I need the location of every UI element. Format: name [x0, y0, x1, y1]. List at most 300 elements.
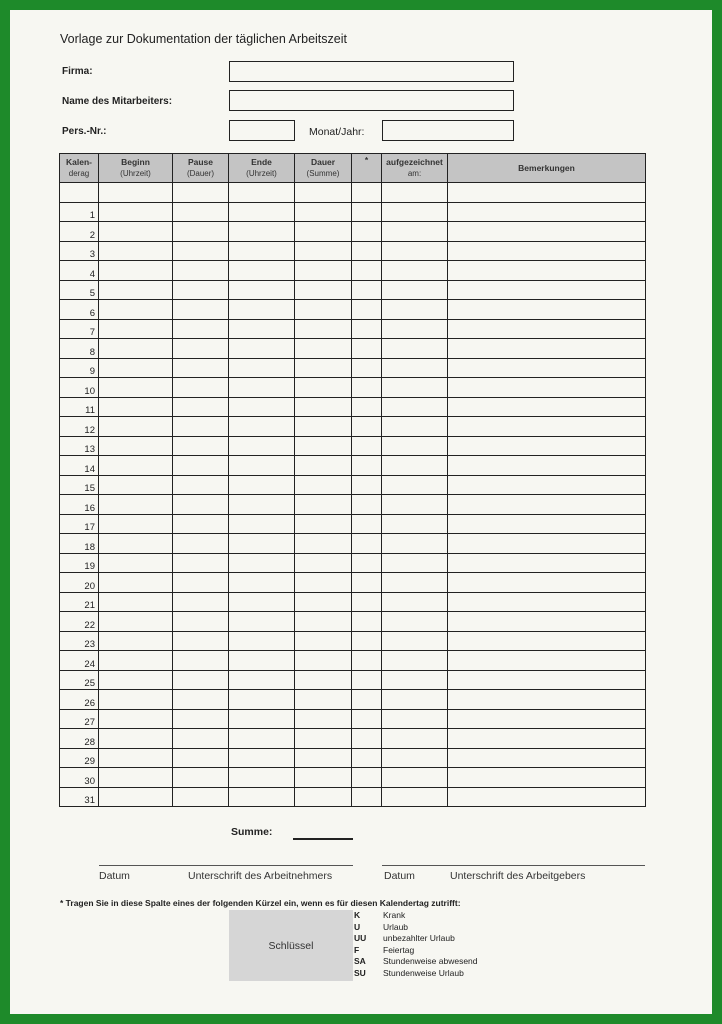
- code-cell[interactable]: [352, 456, 382, 476]
- code-cell[interactable]: [352, 378, 382, 398]
- dauer-cell[interactable]: [295, 787, 352, 807]
- code-cell[interactable]: [352, 495, 382, 515]
- dauer-cell[interactable]: [295, 670, 352, 690]
- bemerkungen-cell[interactable]: [448, 417, 646, 437]
- aufgezeichnet-cell[interactable]: [382, 280, 448, 300]
- table-row: [60, 631, 646, 651]
- bemerkungen-cell[interactable]: [448, 358, 646, 378]
- dauer-cell[interactable]: [295, 534, 352, 554]
- dauer-cell[interactable]: [295, 183, 352, 203]
- legend-text: unbezahlter Urlaub: [383, 933, 455, 943]
- pause-cell[interactable]: [173, 748, 229, 768]
- legend-code: SA: [354, 956, 366, 966]
- aufgezeichnet-cell[interactable]: [382, 436, 448, 456]
- day-cell: 26: [60, 690, 99, 710]
- code-cell[interactable]: [352, 241, 382, 261]
- code-cell[interactable]: [352, 592, 382, 612]
- beginn-cell[interactable]: [99, 241, 173, 261]
- bemerkungen-cell[interactable]: [448, 534, 646, 554]
- bemerkungen-cell[interactable]: [448, 670, 646, 690]
- ende-cell[interactable]: [229, 514, 295, 534]
- bemerkungen-cell[interactable]: [448, 690, 646, 710]
- legend-code: F: [354, 944, 360, 955]
- bemerkungen-cell[interactable]: [448, 475, 646, 495]
- aufgezeichnet-cell[interactable]: [382, 514, 448, 534]
- code-cell[interactable]: [352, 553, 382, 573]
- ende-cell[interactable]: [229, 787, 295, 807]
- aufgezeichnet-cell[interactable]: [382, 670, 448, 690]
- aufgezeichnet-cell[interactable]: [382, 202, 448, 222]
- dauer-cell[interactable]: [295, 456, 352, 476]
- day-cell: 4: [60, 261, 99, 281]
- summe-label: Summe:: [231, 826, 273, 838]
- pause-cell[interactable]: [173, 709, 229, 729]
- aufgezeichnet-cell[interactable]: [382, 729, 448, 749]
- aufgezeichnet-cell[interactable]: [382, 222, 448, 242]
- table-row: [60, 748, 646, 768]
- table-row: [60, 592, 646, 612]
- bemerkungen-cell[interactable]: [448, 300, 646, 320]
- bemerkungen-cell[interactable]: [448, 495, 646, 515]
- legend-text: Stundenweise Urlaub: [383, 967, 464, 978]
- pause-cell[interactable]: [173, 553, 229, 573]
- day-cell: 23: [60, 631, 99, 651]
- table-body: [60, 183, 646, 807]
- bemerkungen-cell[interactable]: [448, 729, 646, 749]
- code-cell[interactable]: [352, 222, 382, 242]
- beginn-cell[interactable]: [99, 651, 173, 671]
- table-row: [60, 651, 646, 671]
- monat-jahr-field[interactable]: [382, 120, 514, 141]
- code-cell[interactable]: [352, 573, 382, 593]
- dauer-cell[interactable]: [295, 378, 352, 398]
- bemerkungen-cell[interactable]: [448, 261, 646, 281]
- datum-left-label: Datum: [99, 870, 130, 882]
- code-cell[interactable]: [352, 534, 382, 554]
- pause-cell[interactable]: [173, 612, 229, 632]
- dauer-cell[interactable]: [295, 631, 352, 651]
- pause-cell[interactable]: [173, 339, 229, 359]
- ende-cell[interactable]: [229, 339, 295, 359]
- aufgezeichnet-cell[interactable]: [382, 553, 448, 573]
- pause-cell[interactable]: [173, 495, 229, 515]
- bemerkungen-cell[interactable]: [448, 319, 646, 339]
- pause-cell[interactable]: [173, 202, 229, 222]
- code-cell[interactable]: [352, 261, 382, 281]
- pause-cell[interactable]: [173, 787, 229, 807]
- ende-cell[interactable]: [229, 436, 295, 456]
- bemerkungen-cell[interactable]: [448, 592, 646, 612]
- bemerkungen-cell[interactable]: [448, 514, 646, 534]
- header-beginn: Beginn (Uhrzeit): [99, 154, 173, 183]
- time-table: [59, 153, 646, 807]
- dauer-cell[interactable]: [295, 573, 352, 593]
- beginn-cell[interactable]: [99, 631, 173, 651]
- day-cell: 9: [60, 358, 99, 378]
- day-cell: 21: [60, 592, 99, 612]
- pers-nr-label: Pers.-Nr.:: [62, 126, 107, 137]
- pause-cell[interactable]: [173, 592, 229, 612]
- bemerkungen-cell[interactable]: [448, 456, 646, 476]
- legend-code: U: [354, 921, 361, 932]
- signature-line-left: [99, 865, 353, 866]
- code-cell[interactable]: [352, 768, 382, 788]
- bemerkungen-cell[interactable]: [448, 241, 646, 261]
- pause-cell[interactable]: [173, 573, 229, 593]
- legend-list: [354, 910, 478, 979]
- ende-cell[interactable]: [229, 729, 295, 749]
- pause-cell[interactable]: [173, 378, 229, 398]
- table-row: [60, 397, 646, 417]
- dauer-cell[interactable]: [295, 612, 352, 632]
- dauer-cell[interactable]: [295, 300, 352, 320]
- ende-cell[interactable]: [229, 397, 295, 417]
- pause-cell[interactable]: [173, 690, 229, 710]
- aufgezeichnet-cell[interactable]: [382, 748, 448, 768]
- pause-cell[interactable]: [173, 300, 229, 320]
- legend-text: Krank: [383, 910, 406, 920]
- pause-cell[interactable]: [173, 456, 229, 476]
- table-row: [60, 709, 646, 729]
- bemerkungen-cell[interactable]: [448, 651, 646, 671]
- bemerkungen-cell[interactable]: [448, 631, 646, 651]
- employee-name-label: Name des Mitarbeiters:: [62, 96, 173, 107]
- aufgezeichnet-cell[interactable]: [382, 378, 448, 398]
- ende-cell[interactable]: [229, 495, 295, 515]
- ende-cell[interactable]: [229, 261, 295, 281]
- code-cell[interactable]: [352, 280, 382, 300]
- table-row: [60, 358, 646, 378]
- dauer-cell[interactable]: [295, 514, 352, 534]
- beginn-cell[interactable]: [99, 436, 173, 456]
- beginn-cell[interactable]: [99, 768, 173, 788]
- aufgezeichnet-cell[interactable]: [382, 417, 448, 437]
- legend-item: [354, 933, 478, 945]
- dauer-cell[interactable]: [295, 436, 352, 456]
- pers-nr-field[interactable]: [229, 120, 295, 141]
- pause-cell[interactable]: [173, 670, 229, 690]
- code-cell[interactable]: [352, 651, 382, 671]
- pause-cell[interactable]: [173, 183, 229, 203]
- ende-cell[interactable]: [229, 768, 295, 788]
- day-cell: 5: [60, 280, 99, 300]
- header-kalendertag: Kalen- derag: [60, 154, 99, 183]
- ende-cell[interactable]: [229, 553, 295, 573]
- beginn-cell[interactable]: [99, 573, 173, 593]
- beginn-cell[interactable]: [99, 397, 173, 417]
- dauer-cell[interactable]: [295, 280, 352, 300]
- table-row: [60, 280, 646, 300]
- day-cell: 31: [60, 787, 99, 807]
- dauer-cell[interactable]: [295, 261, 352, 281]
- beginn-cell[interactable]: [99, 417, 173, 437]
- bemerkungen-cell[interactable]: [448, 397, 646, 417]
- dauer-cell[interactable]: [295, 592, 352, 612]
- day-cell: 28: [60, 729, 99, 749]
- aufgezeichnet-cell[interactable]: [382, 183, 448, 203]
- bemerkungen-cell[interactable]: [448, 768, 646, 788]
- aufgezeichnet-cell[interactable]: [382, 709, 448, 729]
- bemerkungen-cell[interactable]: [448, 436, 646, 456]
- pause-cell[interactable]: [173, 241, 229, 261]
- ende-cell[interactable]: [229, 241, 295, 261]
- day-cell: 25: [60, 670, 99, 690]
- day-cell: 14: [60, 456, 99, 476]
- employee-signature-label: Unterschrift des Arbeitnehmers: [188, 870, 333, 882]
- pause-cell[interactable]: [173, 631, 229, 651]
- day-cell: 13: [60, 436, 99, 456]
- code-cell[interactable]: [352, 514, 382, 534]
- legend-item: [354, 968, 478, 980]
- pause-cell[interactable]: [173, 475, 229, 495]
- bemerkungen-cell[interactable]: [448, 612, 646, 632]
- table-row: [60, 690, 646, 710]
- aufgezeichnet-cell[interactable]: [382, 768, 448, 788]
- beginn-cell[interactable]: [99, 378, 173, 398]
- code-cell[interactable]: [352, 358, 382, 378]
- dauer-cell[interactable]: [295, 651, 352, 671]
- legend-code: SU: [354, 967, 366, 978]
- dauer-cell[interactable]: [295, 709, 352, 729]
- datum-right-label: Datum: [384, 870, 415, 882]
- ende-cell[interactable]: [229, 202, 295, 222]
- code-cell[interactable]: [352, 397, 382, 417]
- dauer-cell[interactable]: [295, 475, 352, 495]
- pause-cell[interactable]: [173, 261, 229, 281]
- ende-cell[interactable]: [229, 475, 295, 495]
- code-cell[interactable]: [352, 183, 382, 203]
- legend-item: [354, 945, 478, 957]
- table-row: [60, 495, 646, 515]
- aufgezeichnet-cell[interactable]: [382, 592, 448, 612]
- pause-cell[interactable]: [173, 768, 229, 788]
- dauer-cell[interactable]: [295, 358, 352, 378]
- code-cell[interactable]: [352, 417, 382, 437]
- dauer-cell[interactable]: [295, 339, 352, 359]
- beginn-cell[interactable]: [99, 729, 173, 749]
- day-cell: 19: [60, 553, 99, 573]
- aufgezeichnet-cell[interactable]: [382, 300, 448, 320]
- legend-item: [354, 910, 478, 922]
- ende-cell[interactable]: [229, 709, 295, 729]
- legend-text: Feiertag: [383, 944, 415, 955]
- ende-cell[interactable]: [229, 378, 295, 398]
- code-cell[interactable]: [352, 319, 382, 339]
- aufgezeichnet-cell[interactable]: [382, 358, 448, 378]
- dauer-cell[interactable]: [295, 768, 352, 788]
- beginn-cell[interactable]: [99, 534, 173, 554]
- beginn-cell[interactable]: [99, 690, 173, 710]
- beginn-cell[interactable]: [99, 261, 173, 281]
- code-cell[interactable]: [352, 612, 382, 632]
- table-row: [60, 300, 646, 320]
- firma-field[interactable]: [229, 61, 514, 82]
- aufgezeichnet-cell[interactable]: [382, 534, 448, 554]
- day-cell: 27: [60, 709, 99, 729]
- beginn-cell[interactable]: [99, 475, 173, 495]
- ende-cell[interactable]: [229, 222, 295, 242]
- pause-cell[interactable]: [173, 417, 229, 437]
- code-cell[interactable]: [352, 339, 382, 359]
- table-row: [60, 787, 646, 807]
- bemerkungen-cell[interactable]: [448, 787, 646, 807]
- beginn-cell[interactable]: [99, 514, 173, 534]
- bemerkungen-cell[interactable]: [448, 573, 646, 593]
- aufgezeichnet-cell[interactable]: [382, 495, 448, 515]
- dauer-cell[interactable]: [295, 748, 352, 768]
- beginn-cell[interactable]: [99, 748, 173, 768]
- pause-cell[interactable]: [173, 514, 229, 534]
- code-cell[interactable]: [352, 202, 382, 222]
- table-row: [60, 534, 646, 554]
- aufgezeichnet-cell[interactable]: [382, 612, 448, 632]
- aufgezeichnet-cell[interactable]: [382, 456, 448, 476]
- ende-cell[interactable]: [229, 573, 295, 593]
- ende-cell[interactable]: [229, 534, 295, 554]
- bemerkungen-cell[interactable]: [448, 280, 646, 300]
- aufgezeichnet-cell[interactable]: [382, 397, 448, 417]
- aufgezeichnet-cell[interactable]: [382, 787, 448, 807]
- beginn-cell[interactable]: [99, 202, 173, 222]
- code-cell[interactable]: [352, 709, 382, 729]
- aufgezeichnet-cell[interactable]: [382, 475, 448, 495]
- pause-cell[interactable]: [173, 319, 229, 339]
- pause-cell[interactable]: [173, 280, 229, 300]
- aufgezeichnet-cell[interactable]: [382, 690, 448, 710]
- code-cell[interactable]: [352, 729, 382, 749]
- bemerkungen-cell[interactable]: [448, 339, 646, 359]
- day-cell: 17: [60, 514, 99, 534]
- bemerkungen-cell[interactable]: [448, 709, 646, 729]
- day-cell: 6: [60, 300, 99, 320]
- code-cell[interactable]: [352, 631, 382, 651]
- dauer-cell[interactable]: [295, 319, 352, 339]
- pause-cell[interactable]: [173, 534, 229, 554]
- bemerkungen-cell[interactable]: [448, 748, 646, 768]
- beginn-cell[interactable]: [99, 319, 173, 339]
- beginn-cell[interactable]: [99, 495, 173, 515]
- aufgezeichnet-cell[interactable]: [382, 651, 448, 671]
- code-cell[interactable]: [352, 300, 382, 320]
- ende-cell[interactable]: [229, 358, 295, 378]
- legend-item: [354, 922, 478, 934]
- code-cell[interactable]: [352, 475, 382, 495]
- code-cell[interactable]: [352, 670, 382, 690]
- ende-cell[interactable]: [229, 319, 295, 339]
- pause-cell[interactable]: [173, 651, 229, 671]
- beginn-cell[interactable]: [99, 456, 173, 476]
- pause-cell[interactable]: [173, 729, 229, 749]
- bemerkungen-cell[interactable]: [448, 553, 646, 573]
- beginn-cell[interactable]: [99, 787, 173, 807]
- summe-line: [293, 838, 353, 840]
- bemerkungen-cell[interactable]: [448, 378, 646, 398]
- code-cell[interactable]: [352, 436, 382, 456]
- header-asterisk: *: [352, 154, 382, 183]
- table-row: [60, 475, 646, 495]
- dauer-cell[interactable]: [295, 417, 352, 437]
- ende-cell[interactable]: [229, 631, 295, 651]
- ende-cell[interactable]: [229, 300, 295, 320]
- legend-code: K: [354, 910, 361, 920]
- pause-cell[interactable]: [173, 358, 229, 378]
- dauer-cell[interactable]: [295, 729, 352, 749]
- dauer-cell[interactable]: [295, 241, 352, 261]
- table-row: [60, 612, 646, 632]
- header-pause: Pause (Dauer): [173, 154, 229, 183]
- aufgezeichnet-cell[interactable]: [382, 631, 448, 651]
- pause-cell[interactable]: [173, 222, 229, 242]
- day-cell: 12: [60, 417, 99, 437]
- ende-cell[interactable]: [229, 456, 295, 476]
- beginn-cell[interactable]: [99, 553, 173, 573]
- beginn-cell[interactable]: [99, 612, 173, 632]
- table-row: [60, 241, 646, 261]
- ende-cell[interactable]: [229, 417, 295, 437]
- monat-jahr-label: Monat/Jahr:: [309, 126, 365, 138]
- table-row: [60, 417, 646, 437]
- aufgezeichnet-cell[interactable]: [382, 339, 448, 359]
- dauer-cell[interactable]: [295, 553, 352, 573]
- footnote: * Tragen Sie in diese Spalte eines der folgenden Kürzel ein, wenn es für diesen Kalendertag zutrifft:: [60, 898, 461, 908]
- aufgezeichnet-cell[interactable]: [382, 241, 448, 261]
- day-cell: 30: [60, 768, 99, 788]
- dauer-cell[interactable]: [295, 495, 352, 515]
- beginn-cell[interactable]: [99, 670, 173, 690]
- aufgezeichnet-cell[interactable]: [382, 573, 448, 593]
- bemerkungen-cell[interactable]: [448, 183, 646, 203]
- beginn-cell[interactable]: [99, 183, 173, 203]
- beginn-cell[interactable]: [99, 339, 173, 359]
- beginn-cell[interactable]: [99, 709, 173, 729]
- pause-cell[interactable]: [173, 397, 229, 417]
- legend-text: Urlaub: [383, 921, 409, 932]
- ende-cell[interactable]: [229, 592, 295, 612]
- code-cell[interactable]: [352, 690, 382, 710]
- dauer-cell[interactable]: [295, 397, 352, 417]
- key-box: Schlüssel: [229, 910, 353, 981]
- code-cell[interactable]: [352, 787, 382, 807]
- aufgezeichnet-cell[interactable]: [382, 319, 448, 339]
- beginn-cell[interactable]: [99, 280, 173, 300]
- beginn-cell[interactable]: [99, 592, 173, 612]
- table-row: [60, 222, 646, 242]
- ende-cell[interactable]: [229, 690, 295, 710]
- dauer-cell[interactable]: [295, 690, 352, 710]
- dauer-cell[interactable]: [295, 222, 352, 242]
- pause-cell[interactable]: [173, 436, 229, 456]
- bemerkungen-cell[interactable]: [448, 222, 646, 242]
- beginn-cell[interactable]: [99, 300, 173, 320]
- day-cell: 8: [60, 339, 99, 359]
- ende-cell[interactable]: [229, 651, 295, 671]
- ende-cell[interactable]: [229, 280, 295, 300]
- day-cell: 16: [60, 495, 99, 515]
- employee-name-field[interactable]: [229, 90, 514, 111]
- ende-cell[interactable]: [229, 748, 295, 768]
- ende-cell[interactable]: [229, 183, 295, 203]
- beginn-cell[interactable]: [99, 358, 173, 378]
- dauer-cell[interactable]: [295, 202, 352, 222]
- beginn-cell[interactable]: [99, 222, 173, 242]
- code-cell[interactable]: [352, 748, 382, 768]
- table-row: [60, 261, 646, 281]
- day-cell: 2: [60, 222, 99, 242]
- bemerkungen-cell[interactable]: [448, 202, 646, 222]
- ende-cell[interactable]: [229, 612, 295, 632]
- ende-cell[interactable]: [229, 670, 295, 690]
- aufgezeichnet-cell[interactable]: [382, 261, 448, 281]
